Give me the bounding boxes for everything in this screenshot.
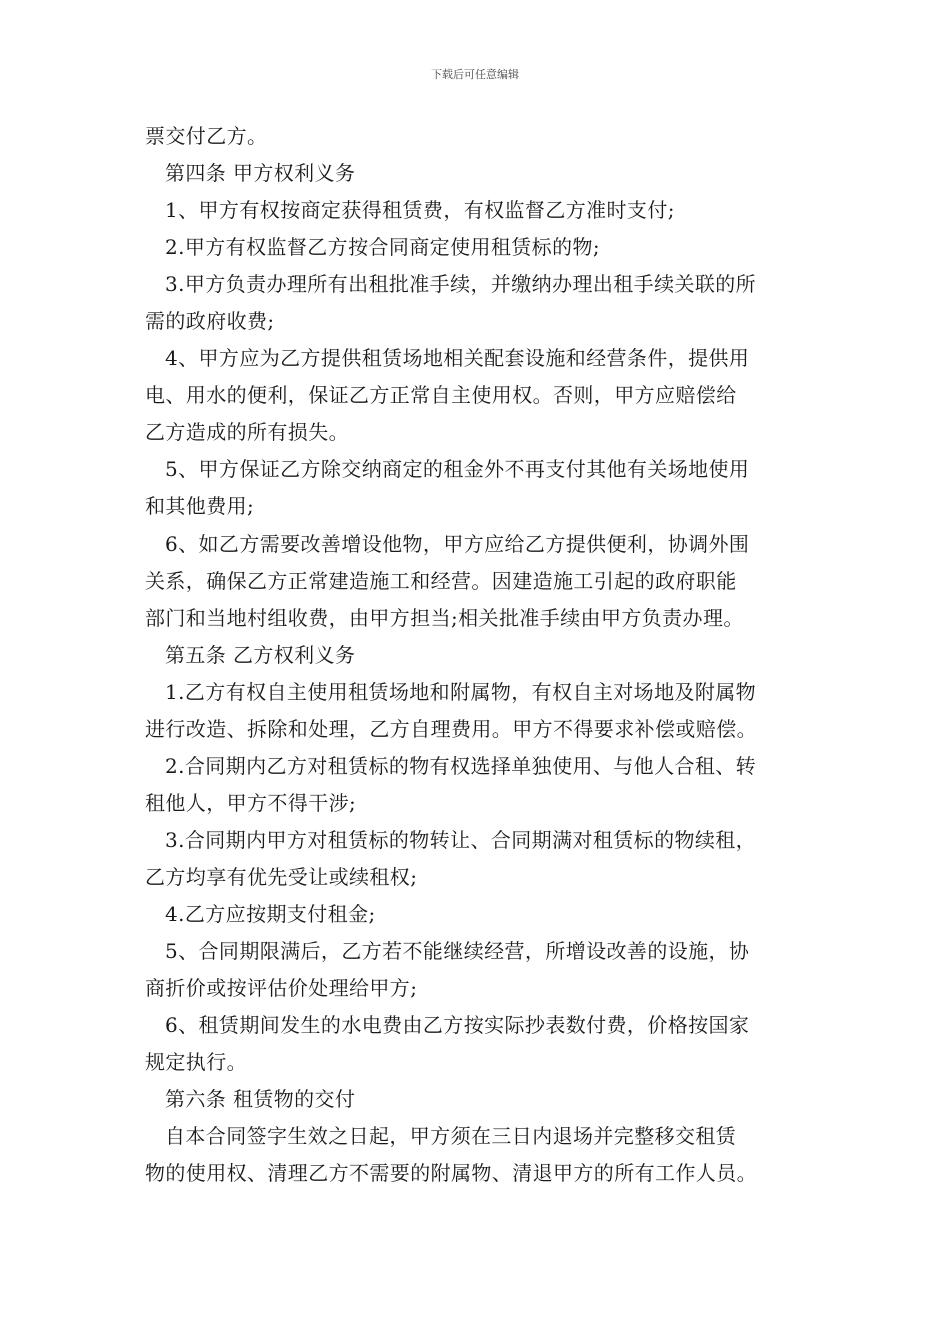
text-line: 3.合同期内甲方对租赁标的物转让、合同期满对租赁标的物续租， bbox=[165, 827, 757, 852]
text-line: 第四条 甲方权利义务 bbox=[165, 161, 356, 186]
text-line: 自本合同签字生效之日起，甲方须在三日内退场并完整移交租赁 bbox=[165, 1124, 737, 1149]
text-line: 1.乙方有权自主使用租赁场地和附属物，有权自主对场地及附属物 bbox=[165, 679, 757, 704]
text-line: 规定执行。 bbox=[145, 1050, 247, 1075]
text-line: 乙方均享有优先受让或续租权; bbox=[145, 864, 418, 889]
text-line: 1、甲方有权按商定获得租赁费，有权监督乙方准时支付; bbox=[165, 198, 675, 223]
document-body bbox=[145, 118, 810, 1192]
text-line: 部门和当地村组收费，由甲方担当;相关批准手续由甲方负责办理。 bbox=[145, 605, 744, 630]
text-line: 6、如乙方需要改善增设他物，甲方应给乙方提供便利，协调外围 bbox=[165, 531, 750, 556]
text-line: 第五条 乙方权利义务 bbox=[165, 642, 356, 667]
text-line: 5、合同期限满后，乙方若不能继续经营，所增设改善的设施，协 bbox=[165, 939, 750, 964]
text-line: 票交付乙方。 bbox=[145, 124, 268, 148]
text-line: 租他人，甲方不得干涉; bbox=[145, 790, 357, 815]
text-line: 电、用水的便利，保证乙方正常自主使用权。否则，甲方应赔偿给 bbox=[145, 383, 737, 408]
text-line: 关系，确保乙方正常建造施工和经营。因建造施工引起的政府职能 bbox=[145, 568, 737, 593]
text-line: 4.乙方应按期支付租金; bbox=[165, 901, 376, 926]
text-line: 物的使用权、清理乙方不需要的附属物、清退甲方的所有工作人员。 bbox=[145, 1161, 757, 1186]
text-line: 第六条 租赁物的交付 bbox=[165, 1087, 356, 1112]
text-line: 2.甲方有权监督乙方按合同商定使用租赁标的物; bbox=[165, 235, 601, 260]
text-line: 2.合同期内乙方对租赁标的物有权选择单独使用、与他人合租、转 bbox=[165, 753, 757, 778]
text-line: 和其他费用; bbox=[145, 494, 255, 519]
text-line: 商折价或按评估价处理给甲方; bbox=[145, 976, 418, 1001]
text-line: 6、租赁期间发生的水电费由乙方按实际抄表数付费，价格按国家 bbox=[165, 1013, 750, 1038]
text-line: 5、甲方保证乙方除交纳商定的租金外不再支付其他有关场地使用 bbox=[165, 457, 750, 482]
page-header: 下载后可任意编辑 bbox=[431, 68, 519, 81]
text-line: 3.甲方负责办理所有出租批准手续，并缴纳办理出租手续关联的所 bbox=[165, 272, 757, 297]
text-line: 4、甲方应为乙方提供租赁场地相关配套设施和经营条件，提供用 bbox=[165, 346, 750, 371]
text-line: 乙方造成的所有损失。 bbox=[145, 420, 349, 445]
text-line: 需的政府收费; bbox=[145, 309, 275, 334]
text-line: 进行改造、拆除和处理，乙方自理费用。甲方不得要求补偿或赔偿。 bbox=[145, 716, 757, 741]
